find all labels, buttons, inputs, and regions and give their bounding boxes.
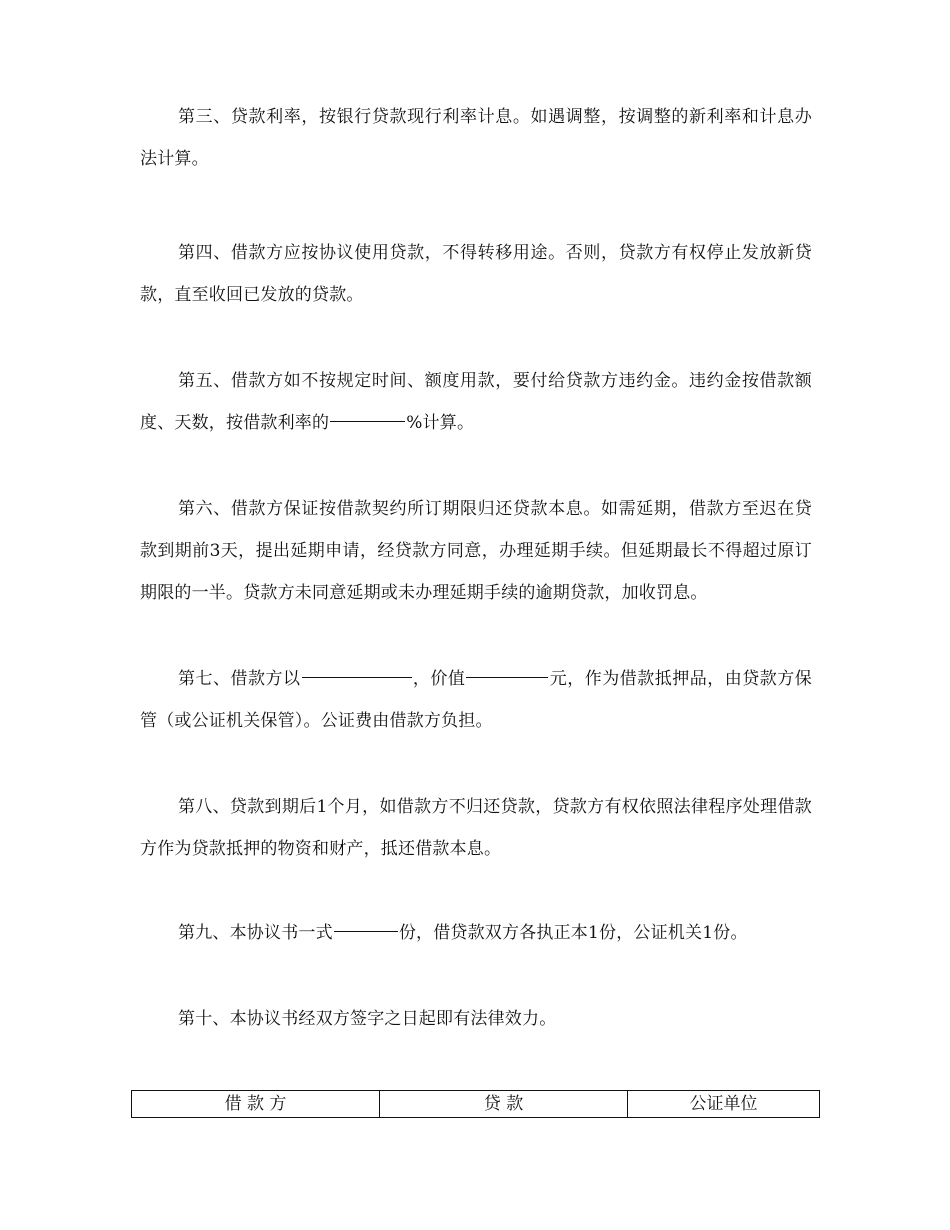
clause-ninth-text-2: 份，借贷款双方各执正本1份，公证机关1份。 <box>398 923 748 943</box>
clause-fourth <box>140 232 812 316</box>
clause-eighth-text: 第八、贷款到期后1个月，如借款方不归还贷款，贷款方有权依照法律程序处理借款方作为贷款抵押的物资和财产，抵还借款本息。 <box>140 797 812 859</box>
clause-fifth <box>140 360 812 444</box>
clause-eighth <box>140 786 812 870</box>
clause-seventh-text-1: 第七、借款方以 <box>178 669 301 689</box>
clause-seventh <box>140 658 812 742</box>
clause-third-text: 第三、贷款利率，按银行贷款现行利率计息。如遇调整，按调整的新利率和计息办法计算。 <box>140 107 812 169</box>
collateral-item-blank <box>302 676 412 678</box>
lender-header: 贷 款 <box>380 1091 628 1118</box>
collateral-value-blank <box>466 676 548 678</box>
clause-ninth-text-1: 第九、本协议书一式 <box>178 923 333 943</box>
signature-table-header-row <box>132 1091 820 1118</box>
clause-fifth-text-2: %计算。 <box>406 413 475 433</box>
clause-fifth-text-1: 第五、借款方如不按规定时间、额度用款，要付给贷款方违约金。违约金按借款额度、天数，按借款利率的 <box>140 371 812 433</box>
clause-ninth <box>140 912 812 954</box>
clause-tenth <box>140 998 812 1040</box>
clause-fourth-text: 第四、借款方应按协议使用贷款，不得转移用途。否则，贷款方有权停止发放新贷款，直至收回已发放的贷款。 <box>140 243 812 305</box>
borrower-header: 借 款 方 <box>132 1091 380 1118</box>
rate-percentage-blank <box>330 420 405 422</box>
copies-count-blank <box>334 930 398 932</box>
signature-table <box>131 1090 820 1118</box>
clause-sixth-text: 第六、借款方保证按借款契约所订期限归还贷款本息。如需延期，借款方至迟在贷款到期前3天，提出延期申请，经贷款方同意，办理延期手续。但延期最长不得超过原订期限的一半。贷款方未同意延期或未办理延期手续的逾期贷款，加收罚息。 <box>140 499 812 603</box>
clause-sixth <box>140 488 812 614</box>
clause-third <box>140 96 812 180</box>
clause-seventh-text-2: ，价值 <box>412 669 466 689</box>
notary-header: 公证单位 <box>628 1091 820 1118</box>
clause-seventh-text-3: 元，作为借款抵押品，由贷款方保管（或公证机关保管）。公证费由借款方负担。 <box>140 669 813 731</box>
clause-tenth-text: 第十、本协议书经双方签字之日起即有法律效力。 <box>178 1009 557 1029</box>
